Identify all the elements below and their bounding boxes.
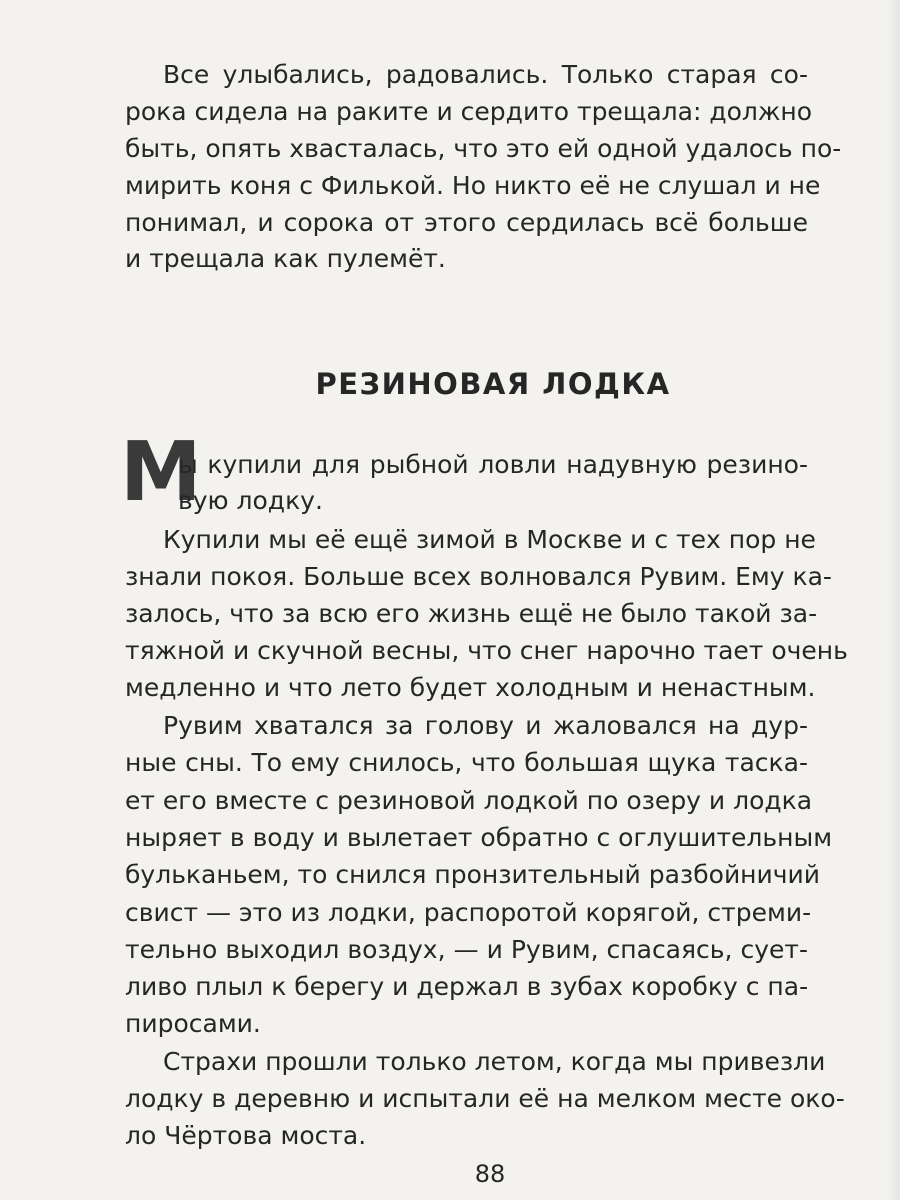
page-edge-shadow (886, 0, 900, 1200)
page-number: 88 (474, 1160, 506, 1188)
text-line: мирить коня с Филькой. Но никто её не слушал и не (125, 171, 821, 200)
text-line: лодку в деревню и испытали её на мелком месте око- (125, 1084, 845, 1113)
text-line: Рувим хватался за голову и жаловался на дур- (163, 711, 808, 740)
text-line: бульканьем, то снился пронзительный разбойничий (125, 860, 821, 889)
text-line: знали покоя. Больше всех волновался Рувим. Ему ка- (125, 562, 832, 591)
text-line: ет его вместе с резиновой лодкой по озеру и лодка (125, 786, 813, 815)
text-line: тельно выходил воздух, — и Рувим, спасаясь, сует- (125, 935, 808, 964)
drop-cap: М (120, 425, 202, 520)
text-line: Страхи прошли только летом, когда мы привезли (163, 1047, 826, 1076)
text-line: понимал, и сорока от этого сердилась всё больше (125, 208, 808, 237)
text-line: залось, что за всю его жизнь ещё не было такой за- (125, 599, 818, 628)
text-line: ы купили для рыбной ловли надувную резино- (178, 450, 808, 479)
text-line: пиросами. (125, 1009, 261, 1038)
text-line: рока сидела на раките и сердито трещала: должно (125, 97, 813, 126)
chapter-heading: РЕЗИНОВАЯ ЛОДКА (315, 367, 671, 401)
text-line: быть, опять хвасталась, что это ей одной удалось по- (125, 134, 842, 163)
text-line: ливо плыл к берегу и держал в зубах коробку с па- (125, 972, 809, 1001)
text-line: медленно и что лето будет холодным и ненастным. (125, 673, 816, 702)
text-line: вую лодку. (178, 486, 323, 515)
text-line: Купили мы её ещё зимой в Москве и с тех пор не (163, 525, 816, 554)
text-line: ныряет в воду и вылетает обратно с оглушительным (125, 823, 833, 852)
text-line: свист — это из лодки, распоротой корягой, стреми- (125, 898, 812, 927)
text-line: и трещала как пулемёт. (125, 244, 446, 273)
text-line: ло Чёртова моста. (125, 1121, 367, 1150)
text-line: ные сны. То ему снилось, что большая щука таска- (125, 748, 808, 777)
text-line: Все улыбались, радовались. Только старая со- (163, 60, 808, 89)
text-line: тяжной и скучной весны, что снег нарочно тает очень (125, 636, 848, 665)
